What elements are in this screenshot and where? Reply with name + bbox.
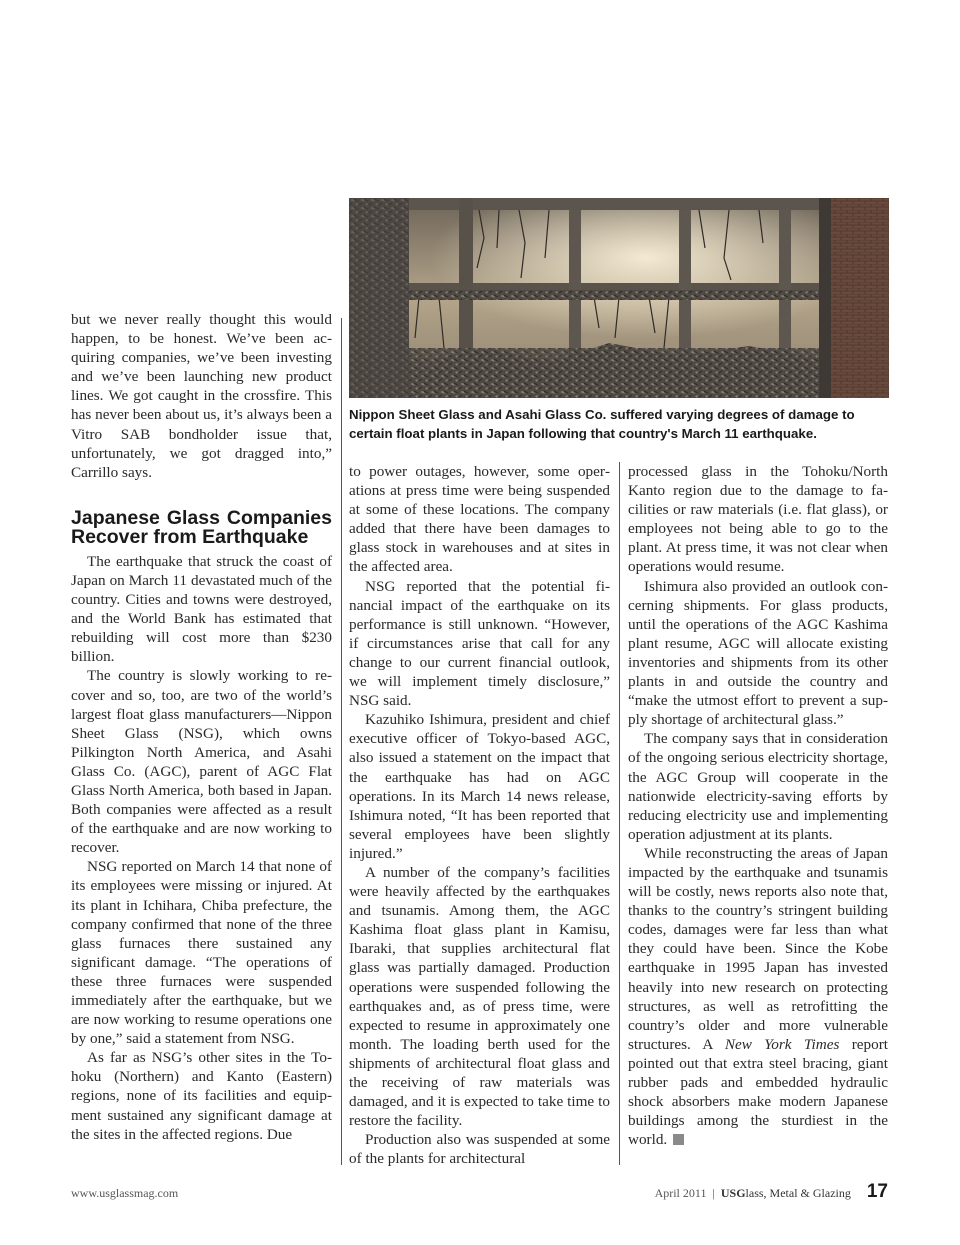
body-paragraph: Production also was suspended at some of the plants for architectural [349,1131,610,1168]
body-paragraph [628,844,888,1150]
body-paragraph: The country is slowly working to recover and so, too, are two of the world’s largest float glass manufacturers—Nippon Sheet Glass (NSG), which owns Pilkington North America, and Asahi Glass Co. (AGC), parent of AGC Flat Glass North America, both based in Japan. Both companies were affected as a result of the earthquake and are now working to recover. [71,667,332,857]
end-of-article-icon [673,1134,684,1145]
body-text: While reconstructing the areas of Japan impacted by the earthquake and tsunamis will be costly, news reports also note that, thanks to the country’s stringent building codes, damages were far less than what they could have been. Since the Kobe earthquake in 1995 Japan has invested heavily into new research on protecting structures, as well as retrofitting the country’s older and more vulnerable structures. A [628,844,888,1053]
footer-url: www.usglassmag.com [71,1186,179,1200]
photo-caption: Nippon Sheet Glass and Asahi Glass Co. suffered varying degrees of damage to certain float plants in Japan following that country's March 11 earthquake. [349,407,855,441]
body-text: report pointed out that extra steel bracing, giant rubber pads and embedded hydraulic shock absorbers make modern Japanese buildings among the sturdiest in the world. [628,1035,888,1149]
body-paragraph: processed glass in the Tohoku/North Kanto region due to the damage to facilities or raw materials (i.e. flat glass), or employees not being able to go to the plant. At press time, it was not clear when operations would resume. [628,463,888,576]
magazine-name-rest: lass, Metal & Glazing [745,1186,851,1200]
article-headline: Japanese Glass Companies Recover from Earthquake [71,506,332,549]
footer-separator: | [712,1186,715,1200]
body-paragraph: Ishimura also provided an outlook concerning shipments. For glass products, until the operations of the AGC Kashima plant resume, AGC will allocate existing inventories and shipments from its other plants in and outside the country and “make the utmost effort to prevent a supply shortage of architectural glass.” [628,577,888,729]
column-rule [619,462,620,1165]
body-paragraph: As far as NSG’s other sites in the Tohoku (Northern) and Kanto (Eastern) regions, none of its facilities and equipment sustained any significant damage at the sites in the affected regions. Due [71,1049,332,1143]
article-column-2 [349,462,610,1168]
page-number: 17 [866,1181,888,1202]
publication-name: New York Times [724,1035,840,1053]
issue-date: April 2011 [654,1186,707,1200]
body-paragraph: NSG reported on March 14 that none of its employees were missing or injured. At its plant in Ichihara, Chiba prefecture, the company confirmed that none of the three glass furnaces there sustained any significant damage. “The operations of these three furnaces were suspended immediately after the earthquake, but we are now working to resume operations one by one,” said a statement from NSG. [71,858,332,1048]
footer-issue-info [655,1181,888,1203]
magazine-name-bold: USG [720,1186,746,1200]
body-paragraph: NSG reported that the potential financial impact of the earthquake on its performance is still unknown. “However, if circumstances arise that call for any change to our current financial outlook, we will implement timely disclosure,” NSG said. [349,577,610,710]
earthquake-damage-photo [349,198,889,398]
body-paragraph: The earthquake that struck the coast of Japan on March 11 devastated much of the country. Cities and towns were destroyed, and the World Bank has estimated that rebuilding will cost more than $230 billion. [71,552,332,666]
body-paragraph: The company says that in consideration of the ongoing serious electricity shortage, the AGC Group will cooperate in the nationwide electricity-saving efforts by reducing electricity use and implementing operation adjustment at its plants. [628,730,888,843]
body-paragraph: Kazuhiko Ishimura, president and chief executive officer of Tokyo-based AGC, also issued a statement on the impact that the earthquake has had on AGC operations. In its March 14 news release, Ishimura noted, “It has been reported that several employees have been slightly injured.” [349,711,610,862]
article-column-1 [71,310,332,1144]
body-paragraph: but we never really thought this would happen, to be honest. We’ve been acquiring companies, we’ve been investing and we’ve been launching new product lines. We got caught in the crossfire. This has never been about us, it’s always been a Vitro SAB bondholder issue that, unfortunately, we got dragged into,” Carrillo says. [71,311,332,481]
body-paragraph: to power outages, however, some operations at press time were being suspended at some of these locations. The company added that there have been damages to glass stock in warehouses and at sites in the affected area. [349,463,610,576]
magazine-name [721,1186,851,1201]
article-column-3 [628,462,888,1149]
column-rule [341,318,342,1165]
body-paragraph: A number of the company’s facilities were heavily affected by the earthquakes and tsunamis. Among them, the AGC Kashima float glass plant in Kamisu, Ibaraki, that supplies architectural flat glass was partially damaged. Production operations were suspended following the earthquakes and, as of press time, were expected to resume in approximately one month. The loading berth used for the shipments of architectural float glass and the receiving of raw materials was damaged, and it is expected to take time to restore the facility. [349,863,610,1130]
